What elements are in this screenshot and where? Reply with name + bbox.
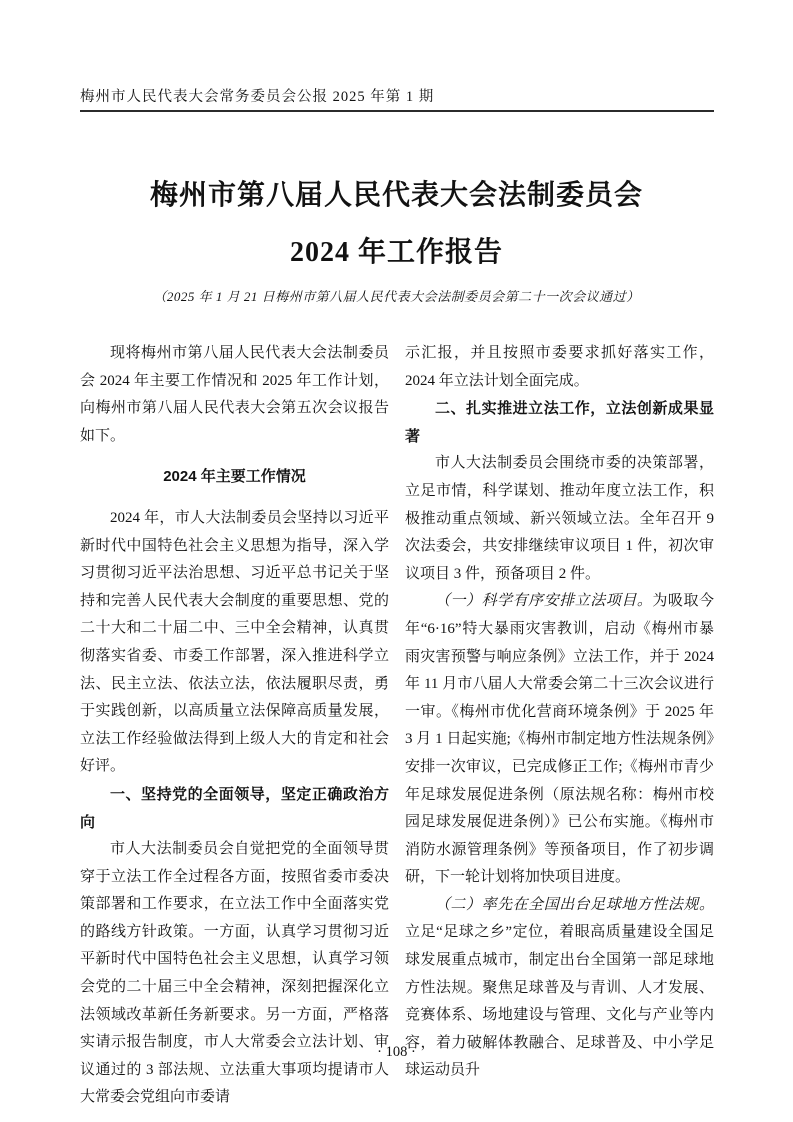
paragraph-item-one bbox=[405, 588, 714, 892]
document-title-line2: 2024 年工作报告 bbox=[289, 237, 503, 268]
paragraph-overview: 2024 年，市人大法制委员会坚持以习近平新时代中国特色社会主义思想为指导，深入学习贯彻习近平法治思想、习近平总书记关于坚持和完善人民代表大会制度的重要思想、党的二十大和二十届二中、三中全会精神，认真贯彻落实省委、市委工作部署，深入推进科学立法、民主立法、依法立法，依法履职尽责，勇于实践创新，以高质量立法保障高质量发展，立法工作经验做法得到上级人大的肯定和社会好评。 bbox=[80, 509, 389, 775]
item-one-lead: （一）科学有序安排立法项目。 bbox=[435, 593, 653, 610]
document-title-line1: 梅州市第八届人民代表大会法制委员会 bbox=[149, 180, 643, 211]
document-title bbox=[0, 167, 793, 281]
header-divider bbox=[80, 110, 714, 112]
right-column bbox=[405, 340, 714, 1112]
paragraph-intro: 现将梅州市第八届人民代表大会法制委员会 2024 年主要工作情况和 2025 年工作计划，向梅州市第八届人民代表大会第五次会议报告如下。 bbox=[80, 345, 389, 444]
paragraph-continuation: 示汇报，并且按照市委要求抓好落实工作，2024 年立法计划全面完成。 bbox=[405, 345, 714, 389]
item-one-text: 为吸取今年“6·16”特大暴雨灾害教训，启动《梅州市暴雨灾害预警与响应条例》立法工作，并于 2024 年 11 月市八届人大常委会第二十三次会议进行一审。《梅州市优化营商环境条例》于 2025 年 3 月 1 日起实施;《梅州市制定地方性法规条例》安排一次审议，已完成修正工作;《梅州市青少年足球发展促进条例（原法规名称：梅州市校园足球发展促进条例）》已公布实施。《梅州市消防水源管理条例》等预备项目，作了初步调研，下一轮计划将加快项目进度。 bbox=[405, 593, 714, 886]
adoption-note: （2025 年 1 月 21 日梅州市第八届人民代表大会法制委员会第二十一次会议通过） bbox=[153, 289, 640, 304]
left-column bbox=[80, 340, 389, 1112]
item-two-lead: （二）率先在全国出台足球地方性法规。 bbox=[435, 896, 714, 913]
item-two-text: 立足“足球之乡”定位，着眼高质量建设全国足球发展重点城市，制定出台全国第一部足球地方性法规。聚焦足球普及与青训、人才发展、竞赛体系、场地建设与管理、文化与产业等内容，着力破解体教融合、足球普及、中小学足球运动员升 bbox=[405, 924, 714, 1079]
subheading-legislation-work: 二、扎实推进立法工作，立法创新成果显著 bbox=[405, 400, 714, 445]
subheading-party-leadership: 一、坚持党的全面领导，坚定正确政治方向 bbox=[80, 785, 389, 831]
bulletin-running-head: 梅州市人民代表大会常务委员会公报 2025 年第 1 期 bbox=[80, 89, 435, 105]
paragraph-legislation-overview: 市人大法制委员会围绕市委的决策部署，立足市情，科学谋划、推动年度立法工作，积极推动重点领域、新兴领域立法。全年召开 9 次法委会，共安排继续审议项目 1 件，初次审议项目 3 件，预备项目 2 件。 bbox=[405, 455, 714, 582]
paragraph-party-leadership: 市人大法制委员会自觉把党的全面领导贯穿于立法工作全过程各方面，按照省委市委决策部署和工作要求，在立法工作中全面落实党的路线方针政策。一方面，认真学习贯彻习近平新时代中国特色社会主义思想，认真学习领会党的二十届三中全会精神，深刻把握深化立法领域改革新任务新要求。另一方面，严格落实请示报告制度，市人大常委会立法计划、审议通过的 3 部法规、立法重大事项均提请市人大常委会党组向市委请 bbox=[80, 841, 389, 1106]
document-body bbox=[80, 340, 714, 1112]
page-number: · 108 · bbox=[377, 1044, 416, 1060]
section-heading-2024-work: 2024 年主要工作情况 bbox=[163, 468, 306, 486]
